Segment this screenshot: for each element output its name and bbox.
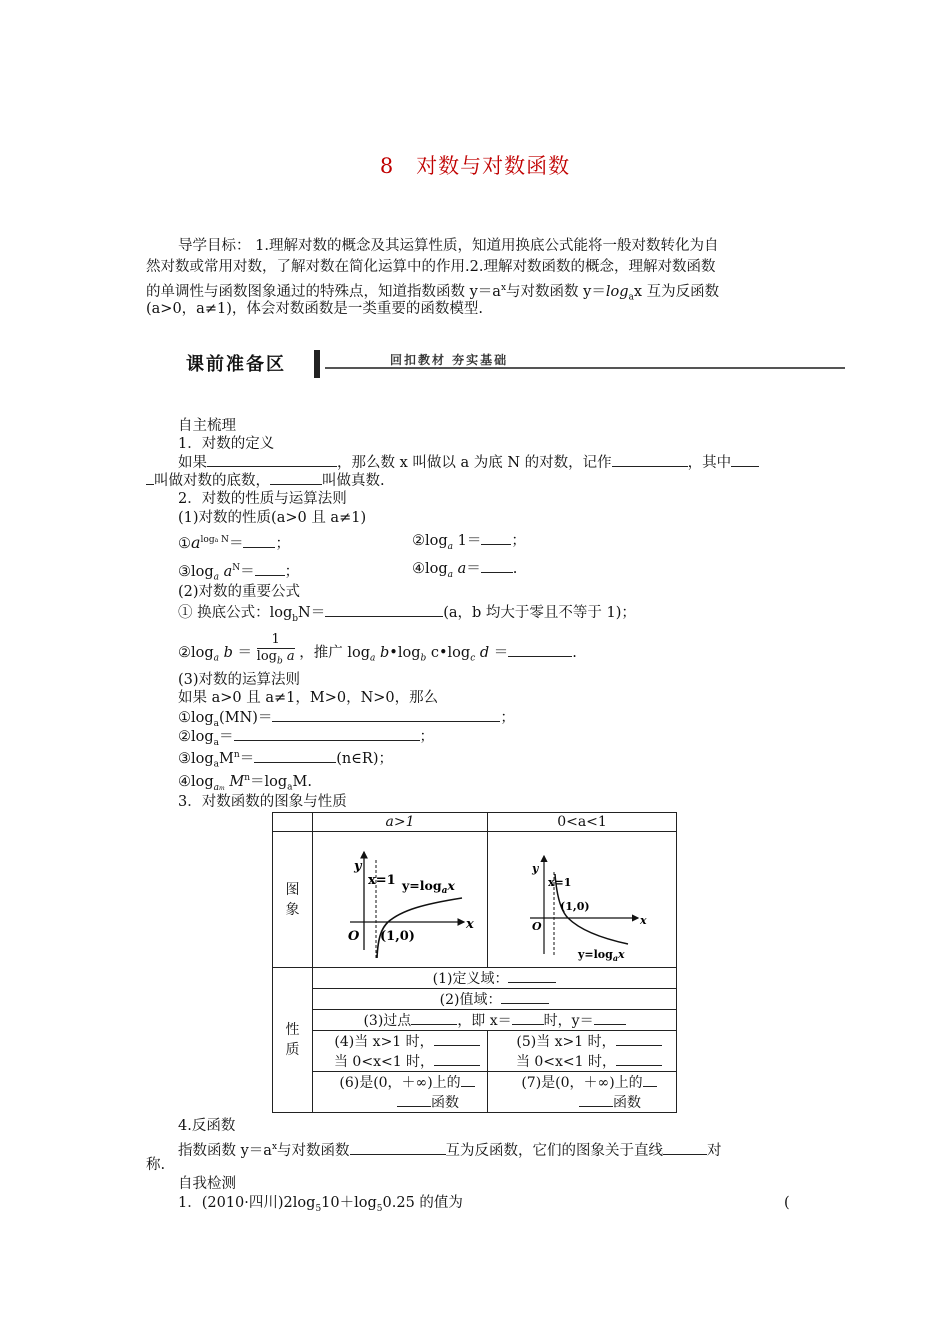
log-function-table [272,812,677,1113]
prop-fixed-point: (3)过点 ，即 x＝ 时，y＝ [313,1010,677,1031]
banner-box [180,348,312,378]
section-3-heading: 3．对数函数的图象与性质 [178,794,347,810]
prop-domain: (1)定义域： [313,968,677,989]
svg-text:y=logax: $y=\log_ax$ [578,948,625,962]
property-1: $①a^{loga N}=$ ； [178,532,290,552]
property-2: $②\log_a$ 1＝ ； [412,530,526,557]
reciprocal-formula: $②\log_a$ b ＝ $\frac{1}{\log_b a}$ ，推广 $\log_a$ $b•\log_b$ $c•\log_c$ d ＝ . [178,632,577,667]
section-2-heading: 2．对数的性质与运算法则 [178,491,347,507]
definition-line-2: 叫做对数的底数， 叫做真数. [146,470,385,491]
formulas-heading: (2)对数的重要公式 [178,584,301,600]
property-4: $④\log_a$ a＝ . [412,558,517,585]
prop-monotonic-a-lt-1: (7)是(0，＋∞)上的 函数 [488,1072,677,1113]
svg-text:(1,0): (1,0) [560,900,590,913]
objectives-line-3: 的单调性与函数图象通过的特殊点，知道指数函数 $y=a^x$与对数函数 $y=\log_ax$ 互为反函数 [146,283,720,303]
chapter-title: 对数与对数函数 [416,154,571,178]
properties-heading: (1)对数的性质(a>0 且 a≠1) [178,510,367,526]
banner-subtitle: 回扣教材 夯实基础 [390,353,509,367]
objectives-line-2: 然对数或常用对数，了解对数在简化运算中的作用.2.理解对数函数的概念，理解对数函数 [146,259,716,275]
svg-text:x: x [640,914,647,927]
banner-divider [314,350,320,378]
question-1: 1．(2010·四川)$2\log_510+\log_50.25$ 的值为 [178,1195,463,1214]
section-1-heading: 1．对数的定义 [178,436,275,452]
banner-title: 课前准备区 [186,354,286,375]
chapter-number: 8 [379,154,395,178]
col-header-a-lt-1: 0<a<1 [488,813,677,832]
self-review-heading: 自主梳理 [178,418,236,434]
rules-condition: 如果 a>0 且 a≠1，M>0，N>0，那么 [178,690,439,706]
row-label-graph: 图象 [273,832,313,968]
col-header-a-gt-1: a>1 [313,813,488,832]
change-of-base-formula: ① 换底公式：$\log_bN= (a$，b 均大于零且不等于 1)； [178,602,636,629]
question-1-answer-paren: ( [784,1195,790,1211]
rule-3: $③\log_aM^n=$ (n∈R)； [178,745,393,775]
svg-text:(1,0): (1,0) [380,929,415,944]
svg-text:y=logax: $y=\log_ax$ [402,878,455,896]
inverse-heading: 4.反函数 [178,1118,236,1134]
graph-a-gt-1 [313,832,488,968]
rule-1: $①\log_a(MN)=$ ； [178,707,515,734]
graph-a-lt-1-svg [488,832,676,962]
prop-sign-a-lt-1: (5)当 x>1 时， 当 0<x<1 时， [488,1031,677,1072]
row-label-properties: 性质 [273,968,313,1113]
objectives-line-1: 导学目标： 1.理解对数的概念及其运算性质，知道用换底公式能将一般对数转化为自 [178,238,719,254]
rules-heading: (3)对数的运算法则 [178,672,301,688]
svg-text:y: y [354,859,362,874]
svg-text:O: O [348,929,360,944]
svg-text:y: y [532,862,539,875]
self-check-heading: 自我检测 [178,1176,236,1192]
rule-2: $②\log_a=$ ； [178,726,434,753]
definition-line-1: 如果 ，那么数 x 叫做以 a 为底 N 的对数，记作 ，其中 [178,452,759,473]
prop-sign-a-gt-1: (4)当 x>1 时， 当 0<x<1 时， [313,1031,488,1072]
svg-text:x=1: x=1 [368,873,396,888]
graph-a-lt-1 [488,832,677,968]
property-3: $③\log_a$ $a^N=$ ； [178,558,299,588]
section-banner [180,348,848,380]
inverse-line-1: 指数函数 $y=a^x$与对数函数 互为反函数，它们的图象关于直线 对 [178,1137,722,1161]
svg-text:x=1: x=1 [548,876,572,889]
inverse-line-2: 称. [146,1157,166,1173]
prop-monotonic-a-gt-1: (6)是(0，＋∞)上的 函数 [313,1072,488,1113]
graph-a-gt-1-svg [314,832,486,962]
page-title [0,150,950,180]
rule-4: $④\log_{am}$ $M^n=\log_aM$. [178,773,312,793]
svg-text:O: O [532,920,542,933]
prop-range: (2)值域： [313,989,677,1010]
svg-text:x: x [466,917,474,932]
objectives-line-4: (a>0，a≠1)，体会对数函数是一类重要的函数模型. [146,301,483,317]
